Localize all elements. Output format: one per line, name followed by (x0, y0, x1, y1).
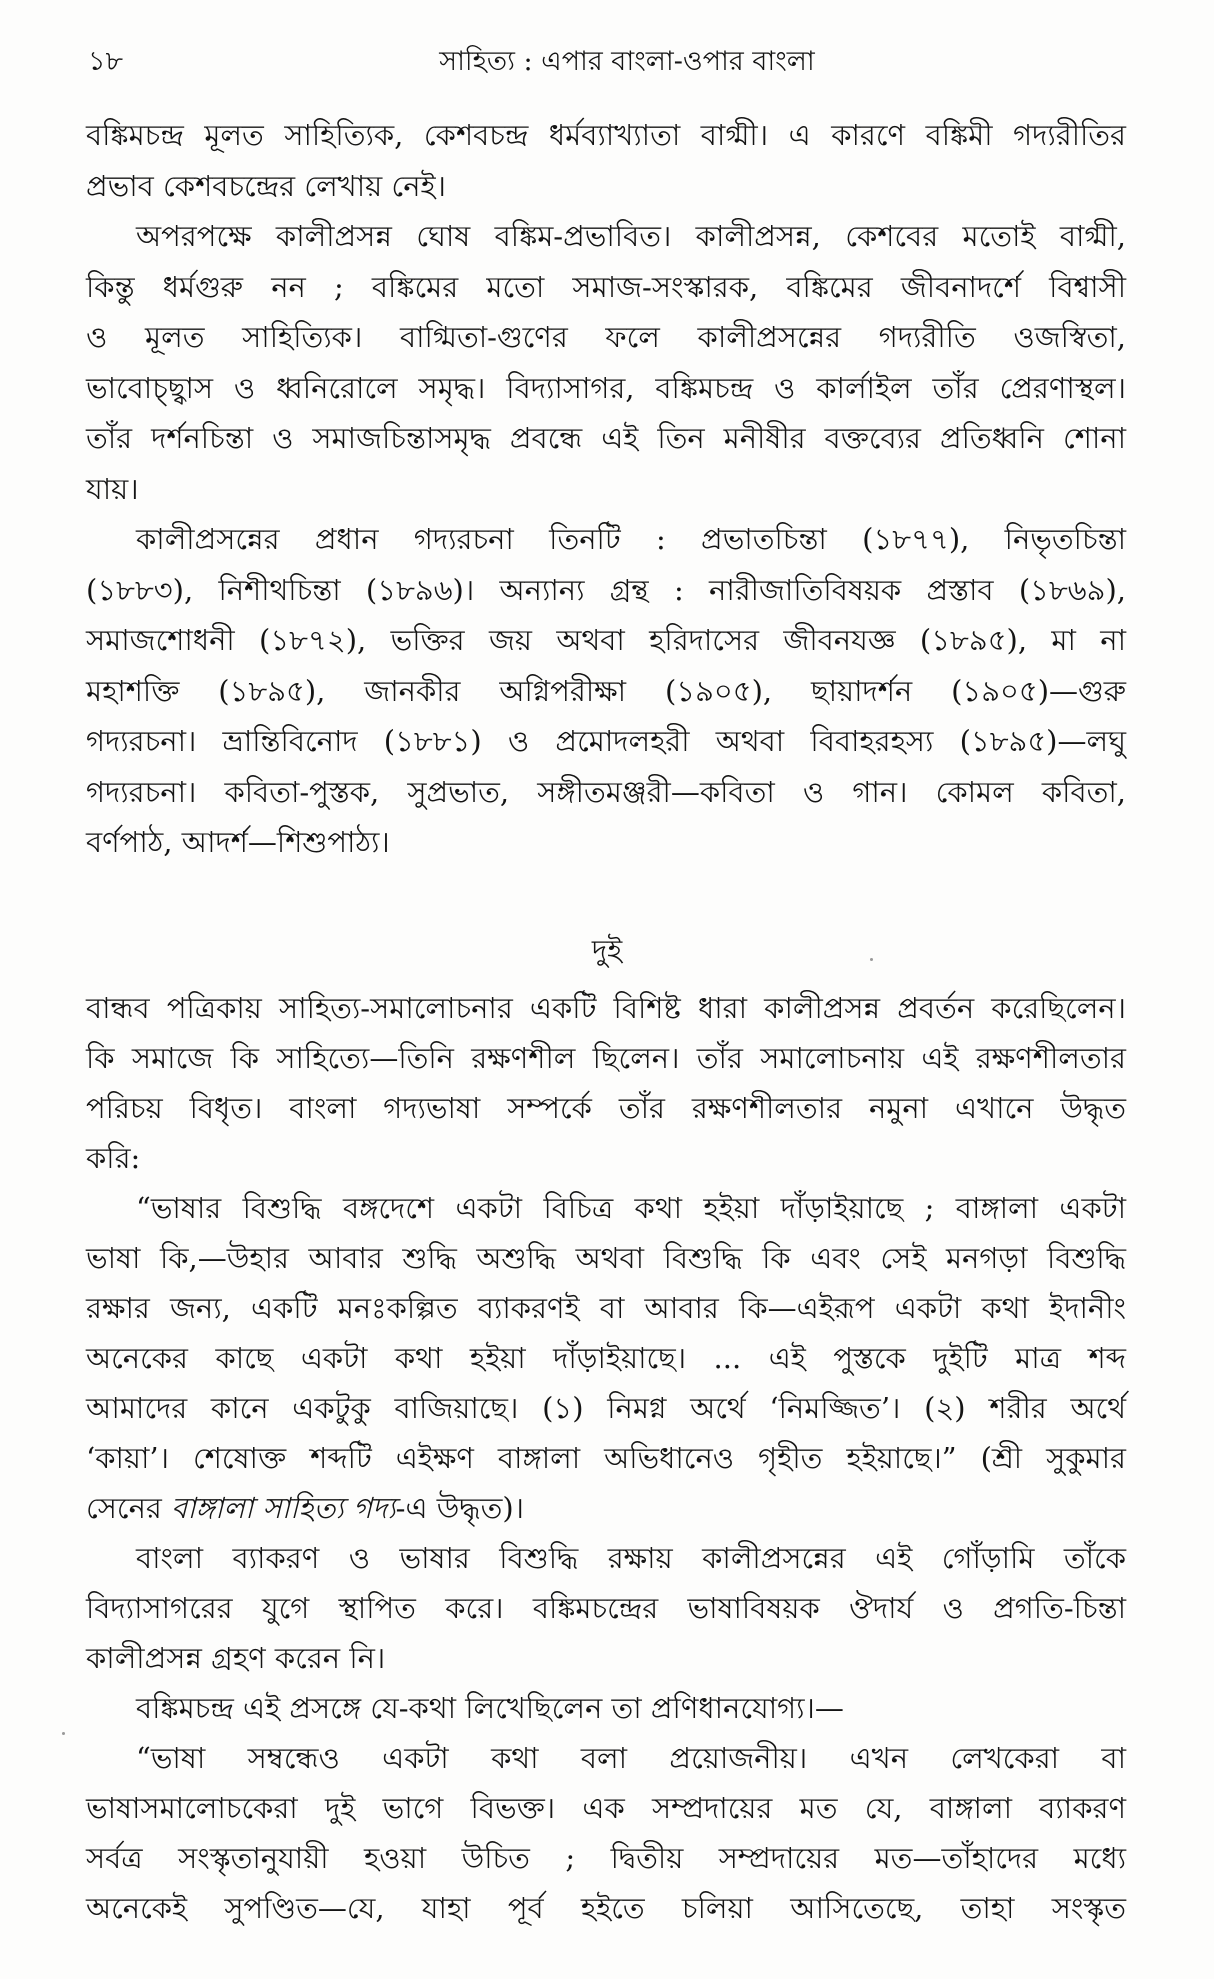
text-line: বাংলা ব্যাকরণ ও ভাষার বিশুদ্ধি রক্ষায় কালীপ্রসন্নের এই গোঁড়ামি তাঁকে (136, 1541, 1126, 1575)
text-line: রক্ষার জন্য, একটি মনঃকল্পিত ব্যাকরণই বা আবার কি—এইরূপ একটা কথা ইদানীং (86, 1291, 1126, 1325)
text-line: অনেকের কাছে একটা কথা হইয়া দাঁড়াইয়াছে। ... এই পুস্তকে দুইটি মাত্র শব্দ (86, 1341, 1126, 1375)
text-line: “ভাষা সম্বন্ধেও একটা কথা বলা প্রয়োজনীয়। এখন লেখকেরা বা (136, 1741, 1126, 1775)
scan-speck (62, 1732, 65, 1735)
text-line: ‘কায়া’। শেষোক্ত শব্দটি এইক্ষণ বাঙ্গালা অভিধানেও গৃহীত হইয়াছে।” (শ্রী সুকুমার (86, 1441, 1126, 1475)
text-line: অপরপক্ষে কালীপ্রসন্ন ঘোষ বঙ্কিম-প্রভাবিত। কালীপ্রসন্ন, কেশবের মতোই বাগ্মী, (136, 219, 1126, 253)
text-line: “ভাষার বিশুদ্ধি বঙ্গদেশে একটা বিচিত্র কথা হইয়া দাঁড়াইয়াছে ; বাঙ্গালা একটা (136, 1191, 1126, 1225)
text-line: গদ্যরচনা। ভ্রান্তিবিনোদ (১৮৮১) ও প্রমোদলহরী অথবা বিবাহরহস্য (১৮৯৫)—লঘু (86, 724, 1126, 758)
text-line: আমাদের কানে একটুকু বাজিয়াছে। (১) নিমগ্ন অর্থে ‘নিমজ্জিত’। (২) শরীর অর্থে (86, 1391, 1126, 1425)
text-line: কি সমাজে কি সাহিত্যে—তিনি রক্ষণশীল ছিলেন। তাঁর সমালোচনায় এই রক্ষণশীলতার (86, 1041, 1126, 1075)
text-line: বিদ্যাসাগরের যুগে স্থাপিত করে। বঙ্কিমচন্দ্রের ভাষাবিষয়ক ঔদার্য ও প্রগতি-চিন্তা (86, 1591, 1126, 1625)
text-line: বঙ্কিমচন্দ্র মূলত সাহিত্যিক, কেশবচন্দ্র ধর্মব্যাখ্যাতা বাগ্মী। এ কারণে বঙ্কিমী গদ্যরীতির (86, 118, 1126, 152)
text-line: ভাষা কি,—উহার আবার শুদ্ধি অশুদ্ধি অথবা বিশুদ্ধি কি এবং সেই মনগড়া বিশুদ্ধি (86, 1241, 1126, 1275)
running-title: সাহিত্য : এপার বাংলা-ওপার বাংলা (439, 46, 815, 77)
text-line: (১৮৮৩), নিশীথচিন্তা (১৮৯৬)। অন্যান্য গ্রন্থ : নারীজাতিবিষয়ক প্রস্তাব (১৮৬৯), (86, 572, 1126, 607)
text-line: ভাবোচ্ছ্বাস ও ধ্বনিরোলে সমৃদ্ধ। বিদ্যাসাগর, বঙ্কিমচন্দ্র ও কার্লাইল তাঁর প্রেরণাস্থল। (86, 370, 1126, 405)
text-line: প্রভাব কেশবচন্দ্রের লেখায় নেই। (86, 168, 446, 203)
text-line: করি: (86, 1141, 141, 1175)
text-line: তাঁর দর্শনচিন্তা ও সমাজচিন্তাসমৃদ্ধ প্রবন্ধে এই তিন মনীষীর বক্তব্যের প্রতিধ্বনি শোনা (86, 421, 1126, 455)
scan-speck (870, 958, 873, 961)
text-line: পরিচয় বিধৃত। বাংলা গদ্যভাষা সম্পর্কে তাঁর রক্ষণশীলতার নমুনা এখানে উদ্ধৃত (86, 1091, 1126, 1125)
book-title-italic: বাঙ্গালা সাহিত্য গদ্য (171, 1491, 396, 1525)
text-line: কালীপ্রসন্ন গ্রহণ করেন নি। (86, 1641, 386, 1675)
text-line: গদ্যরচনা। কবিতা-পুস্তক, সুপ্রভাত, সঙ্গীতমঞ্জরী—কবিতা ও গান। কোমল কবিতা, (86, 774, 1126, 809)
text-line: সর্বত্র সংস্কৃতানুযায়ী হওয়া উচিত ; দ্বিতীয় সম্প্রদায়ের মত—তাঁহাদের মধ্যে (86, 1841, 1126, 1875)
section-heading: দুই (591, 933, 623, 967)
text-line: বর্ণপাঠ, আদর্শ—শিশুপাঠ্য। (86, 825, 390, 859)
text-fragment: -এ উদ্ধৃত)। (395, 1491, 525, 1525)
text-line: যায়। (86, 471, 139, 506)
text-line (86, 1486, 1126, 1530)
text-line: বঙ্কিমচন্দ্র এই প্রসঙ্গে যে-কথা লিখেছিলেন তা প্রণিধানযোগ্য।— (136, 1691, 844, 1725)
page-number: ১৮ (88, 46, 124, 77)
text-line: ভাষাসমালোচকেরা দুই ভাগে বিভক্ত। এক সম্প্রদায়ের মত যে, বাঙ্গালা ব্যাকরণ (86, 1791, 1126, 1825)
text-line: মহাশক্তি (১৮৯৫), জানকীর অগ্নিপরীক্ষা (১৯০৫), ছায়াদর্শন (১৯০৫)—গুরু (86, 673, 1126, 708)
text-line: অনেকেই সুপণ্ডিত—যে, যাহা পূর্ব হইতে চলিয়া আসিতেছে, তাহা সংস্কৃত (86, 1891, 1126, 1925)
text-line: ও মূলত সাহিত্যিক। বাগ্মিতা-গুণের ফলে কালীপ্রসন্নের গদ্যরীতি ওজস্বিতা, (86, 320, 1126, 354)
text-line: বান্ধব পত্রিকায় সাহিত্য-সমালোচনার একটি বিশিষ্ট ধারা কালীপ্রসন্ন প্রবর্তন করেছিলেন। (86, 991, 1126, 1025)
text-fragment: সেনের (86, 1491, 172, 1525)
text-line: সমাজশোধনী (১৮৭২), ভক্তির জয় অথবা হরিদাসের জীবনযজ্ঞ (১৮৯৫), মা না (86, 623, 1126, 657)
text-line: কিন্তু ধর্মগুরু নন ; বঙ্কিমের মতো সমাজ-সংস্কারক, বঙ্কিমের জীবনাদর্শে বিশ্বাসী (86, 269, 1126, 304)
text-line: কালীপ্রসন্নের প্রধান গদ্যরচনা তিনটি : প্রভাতচিন্তা (১৮৭৭), নিভৃতচিন্তা (136, 522, 1126, 556)
